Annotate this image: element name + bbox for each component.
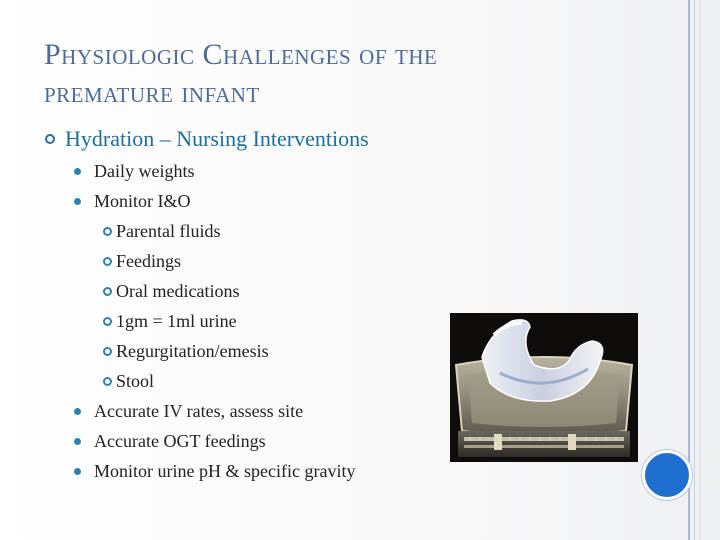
hollow-circle-bullet-icon bbox=[103, 257, 112, 266]
slide-title-line-2: premature infant bbox=[44, 76, 260, 109]
diaper-on-scale-photo bbox=[450, 313, 638, 462]
sub-bullet-item bbox=[44, 276, 474, 306]
hollow-circle-bullet-icon bbox=[103, 227, 112, 236]
bullet-item bbox=[44, 426, 474, 456]
sub-bullet-item bbox=[44, 246, 474, 276]
filled-dot-bullet-icon bbox=[74, 408, 81, 415]
heading-bullet-item bbox=[44, 122, 474, 156]
bullet-item bbox=[44, 186, 474, 216]
bullet-item bbox=[44, 456, 474, 486]
bullet-text: Daily weights bbox=[94, 161, 195, 181]
sub-bullet-item bbox=[44, 336, 474, 366]
hollow-circle-bullet-icon bbox=[103, 287, 112, 296]
bullet-text: Monitor urine pH & specific gravity bbox=[94, 461, 356, 481]
right-border-line bbox=[688, 0, 690, 540]
slide-title-line-1: Physiologic Challenges of the bbox=[44, 38, 438, 71]
sub-bullet-item bbox=[44, 216, 474, 246]
sub-bullet-item bbox=[44, 366, 474, 396]
heading-text: Hydration – Nursing Interventions bbox=[65, 126, 369, 151]
hollow-circle-bullet-icon bbox=[103, 317, 112, 326]
filled-dot-bullet-icon bbox=[74, 198, 81, 205]
sub-bullet-text: Regurgitation/emesis bbox=[116, 341, 269, 361]
hollow-circle-bullet-icon bbox=[45, 134, 55, 144]
bullet-item bbox=[44, 396, 474, 426]
sub-bullet-item bbox=[44, 306, 474, 336]
right-border-line bbox=[699, 0, 700, 540]
right-border-line bbox=[694, 0, 695, 540]
slide-title bbox=[44, 36, 664, 112]
sub-bullet-text: Oral medications bbox=[116, 281, 240, 301]
sub-bullet-text: 1gm = 1ml urine bbox=[116, 311, 237, 331]
bullet-text: Accurate IV rates, assess site bbox=[94, 401, 304, 421]
bullet-text: Accurate OGT feedings bbox=[94, 431, 266, 451]
sub-bullet-text: Feedings bbox=[116, 251, 181, 271]
bullet-text: Monitor I&O bbox=[94, 191, 191, 211]
filled-dot-bullet-icon bbox=[74, 468, 81, 475]
filled-dot-bullet-icon bbox=[74, 438, 81, 445]
slide-content bbox=[44, 122, 474, 486]
diaper-scale-illustration bbox=[450, 313, 638, 462]
hollow-circle-bullet-icon bbox=[103, 347, 112, 356]
decorative-circle bbox=[642, 450, 692, 500]
hollow-circle-bullet-icon bbox=[103, 377, 112, 386]
bullet-item bbox=[44, 156, 474, 186]
filled-dot-bullet-icon bbox=[74, 168, 81, 175]
sub-bullet-text: Stool bbox=[116, 371, 155, 391]
sub-bullet-text: Parental fluids bbox=[116, 221, 221, 241]
